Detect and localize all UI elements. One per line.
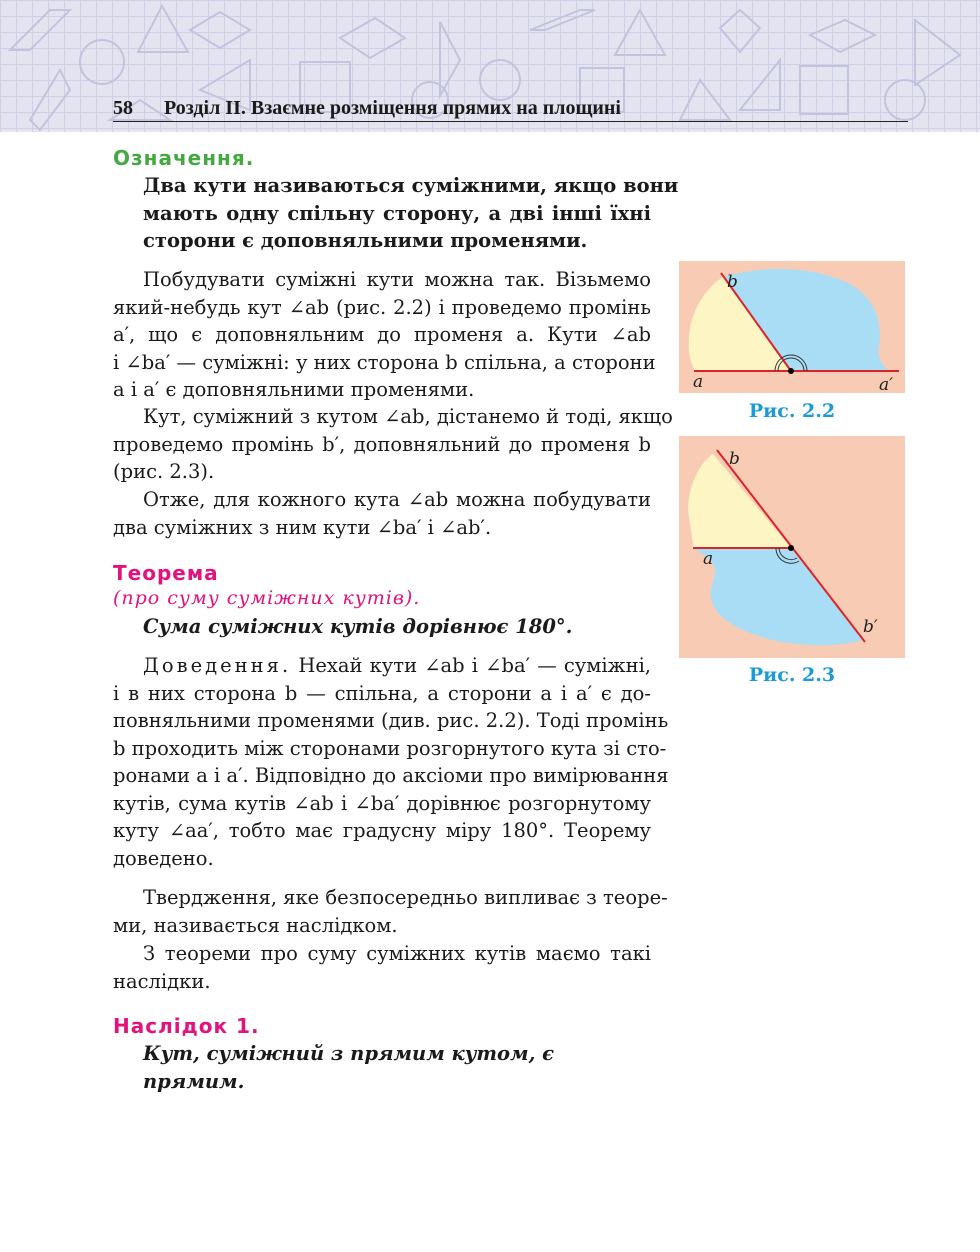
- paragraph-construction: [113, 266, 656, 404]
- corollary-statement: Кут, суміжний з прямим кутом, є прямим.: [143, 1042, 555, 1093]
- page-number: 58: [113, 97, 133, 119]
- theorem-subtitle: (про суму суміжних кутів).: [113, 587, 421, 609]
- definition-text: [143, 172, 679, 255]
- header-divider: [113, 121, 908, 122]
- proof-line: доведено.: [113, 846, 214, 870]
- vertex-point: [788, 545, 794, 551]
- vertex-point: [788, 368, 794, 374]
- paragraph-conclusion: [113, 486, 651, 541]
- text-line: і ∠ba′ — суміжні: у них сторона b спільна, а сторони: [113, 350, 656, 374]
- proof-paragraph: [113, 652, 669, 872]
- figure-2-3-caption: Рис. 2.3: [748, 664, 836, 686]
- text-line: a′, що є доповняльним до променя a. Кути ∠ab: [113, 323, 651, 346]
- label-b: b: [727, 272, 738, 292]
- figure-2-3: [679, 436, 905, 658]
- label-b-prime: b′: [863, 617, 878, 637]
- figure-2-2: [679, 261, 905, 393]
- proof-line: b проходить між сторонами розгорнутого кута зі сто-: [113, 736, 667, 760]
- proof-line: повняльними променями (див. рис. 2.2). Тоді промінь: [113, 709, 669, 732]
- paragraph-second-angle: [113, 403, 673, 486]
- proof-line: кутів, сума кутів ∠ab і ∠ba′ дорівнює розгорнутому: [113, 791, 651, 815]
- text-line: проведемо промінь b′, доповняльний до променя b: [113, 432, 651, 456]
- proof-line: ронами a і a′. Відповідно до аксіоми про вимірювання: [113, 764, 669, 787]
- label-a: a: [693, 372, 704, 392]
- proof-line: і в них сторона b — спільна, а сторони a і a′ є до-: [113, 681, 651, 705]
- label-a-prime: a′: [879, 375, 893, 393]
- proof-label: Доведення.: [143, 654, 292, 677]
- definition-line: сторони є доповняльними променями.: [143, 229, 588, 252]
- figure-2-2-caption: Рис. 2.2: [748, 400, 836, 422]
- text-line: Кут, суміжний з кутом ∠ab, дістанемо й тоді, якщо: [143, 405, 673, 428]
- text-line: З теореми про суму суміжних кутів маємо такі: [143, 942, 651, 965]
- chapter-title: Розділ ІІ. Взаємне розміщення прямих на площині: [164, 97, 621, 119]
- definition-line: мають одну спільну сторону, а дві інші їхні: [143, 201, 651, 225]
- text-line: наслідки.: [113, 969, 211, 993]
- theorem-statement: Сума суміжних кутів дорівнює 180°.: [143, 615, 573, 638]
- text-line: a і a′ є доповняльними променями.: [113, 378, 475, 401]
- text-line: два суміжних з ним кути ∠ba′ і ∠ab′.: [113, 515, 492, 539]
- corollary-heading: Наслідок 1.: [113, 1014, 260, 1038]
- text-line: ми, називається наслідком.: [113, 913, 398, 937]
- proof-line: Нехай кути ∠ab і ∠ba′ — суміжні,: [298, 654, 652, 677]
- text-line: (рис. 2.3).: [113, 460, 215, 483]
- definition-heading: Означення.: [113, 146, 255, 170]
- definition-line: Два кути називаються суміжними, якщо вони: [143, 174, 679, 197]
- paragraph-corollaries-intro: [113, 940, 651, 995]
- text-line: Отже, для кожного кута ∠ab можна побудувати: [143, 488, 651, 511]
- text-line: Твердження, яке безпосередньо випливає з теоре-: [143, 886, 668, 909]
- label-b: b: [729, 449, 740, 469]
- text-line: Побудувати суміжні кути можна так. Візьмемо: [143, 268, 651, 291]
- text-line: який-небудь кут ∠ab (рис. 2.2) і проведемо промінь: [113, 295, 651, 319]
- theorem-heading: Теорема: [113, 561, 219, 585]
- paragraph-corollary-definition: [113, 884, 668, 939]
- proof-line: куту ∠aa′, тобто має градусну міру 180°. Теорему: [113, 819, 651, 842]
- label-a: a: [703, 549, 714, 569]
- proof-first-line: [113, 652, 651, 680]
- page-header: [0, 0, 980, 132]
